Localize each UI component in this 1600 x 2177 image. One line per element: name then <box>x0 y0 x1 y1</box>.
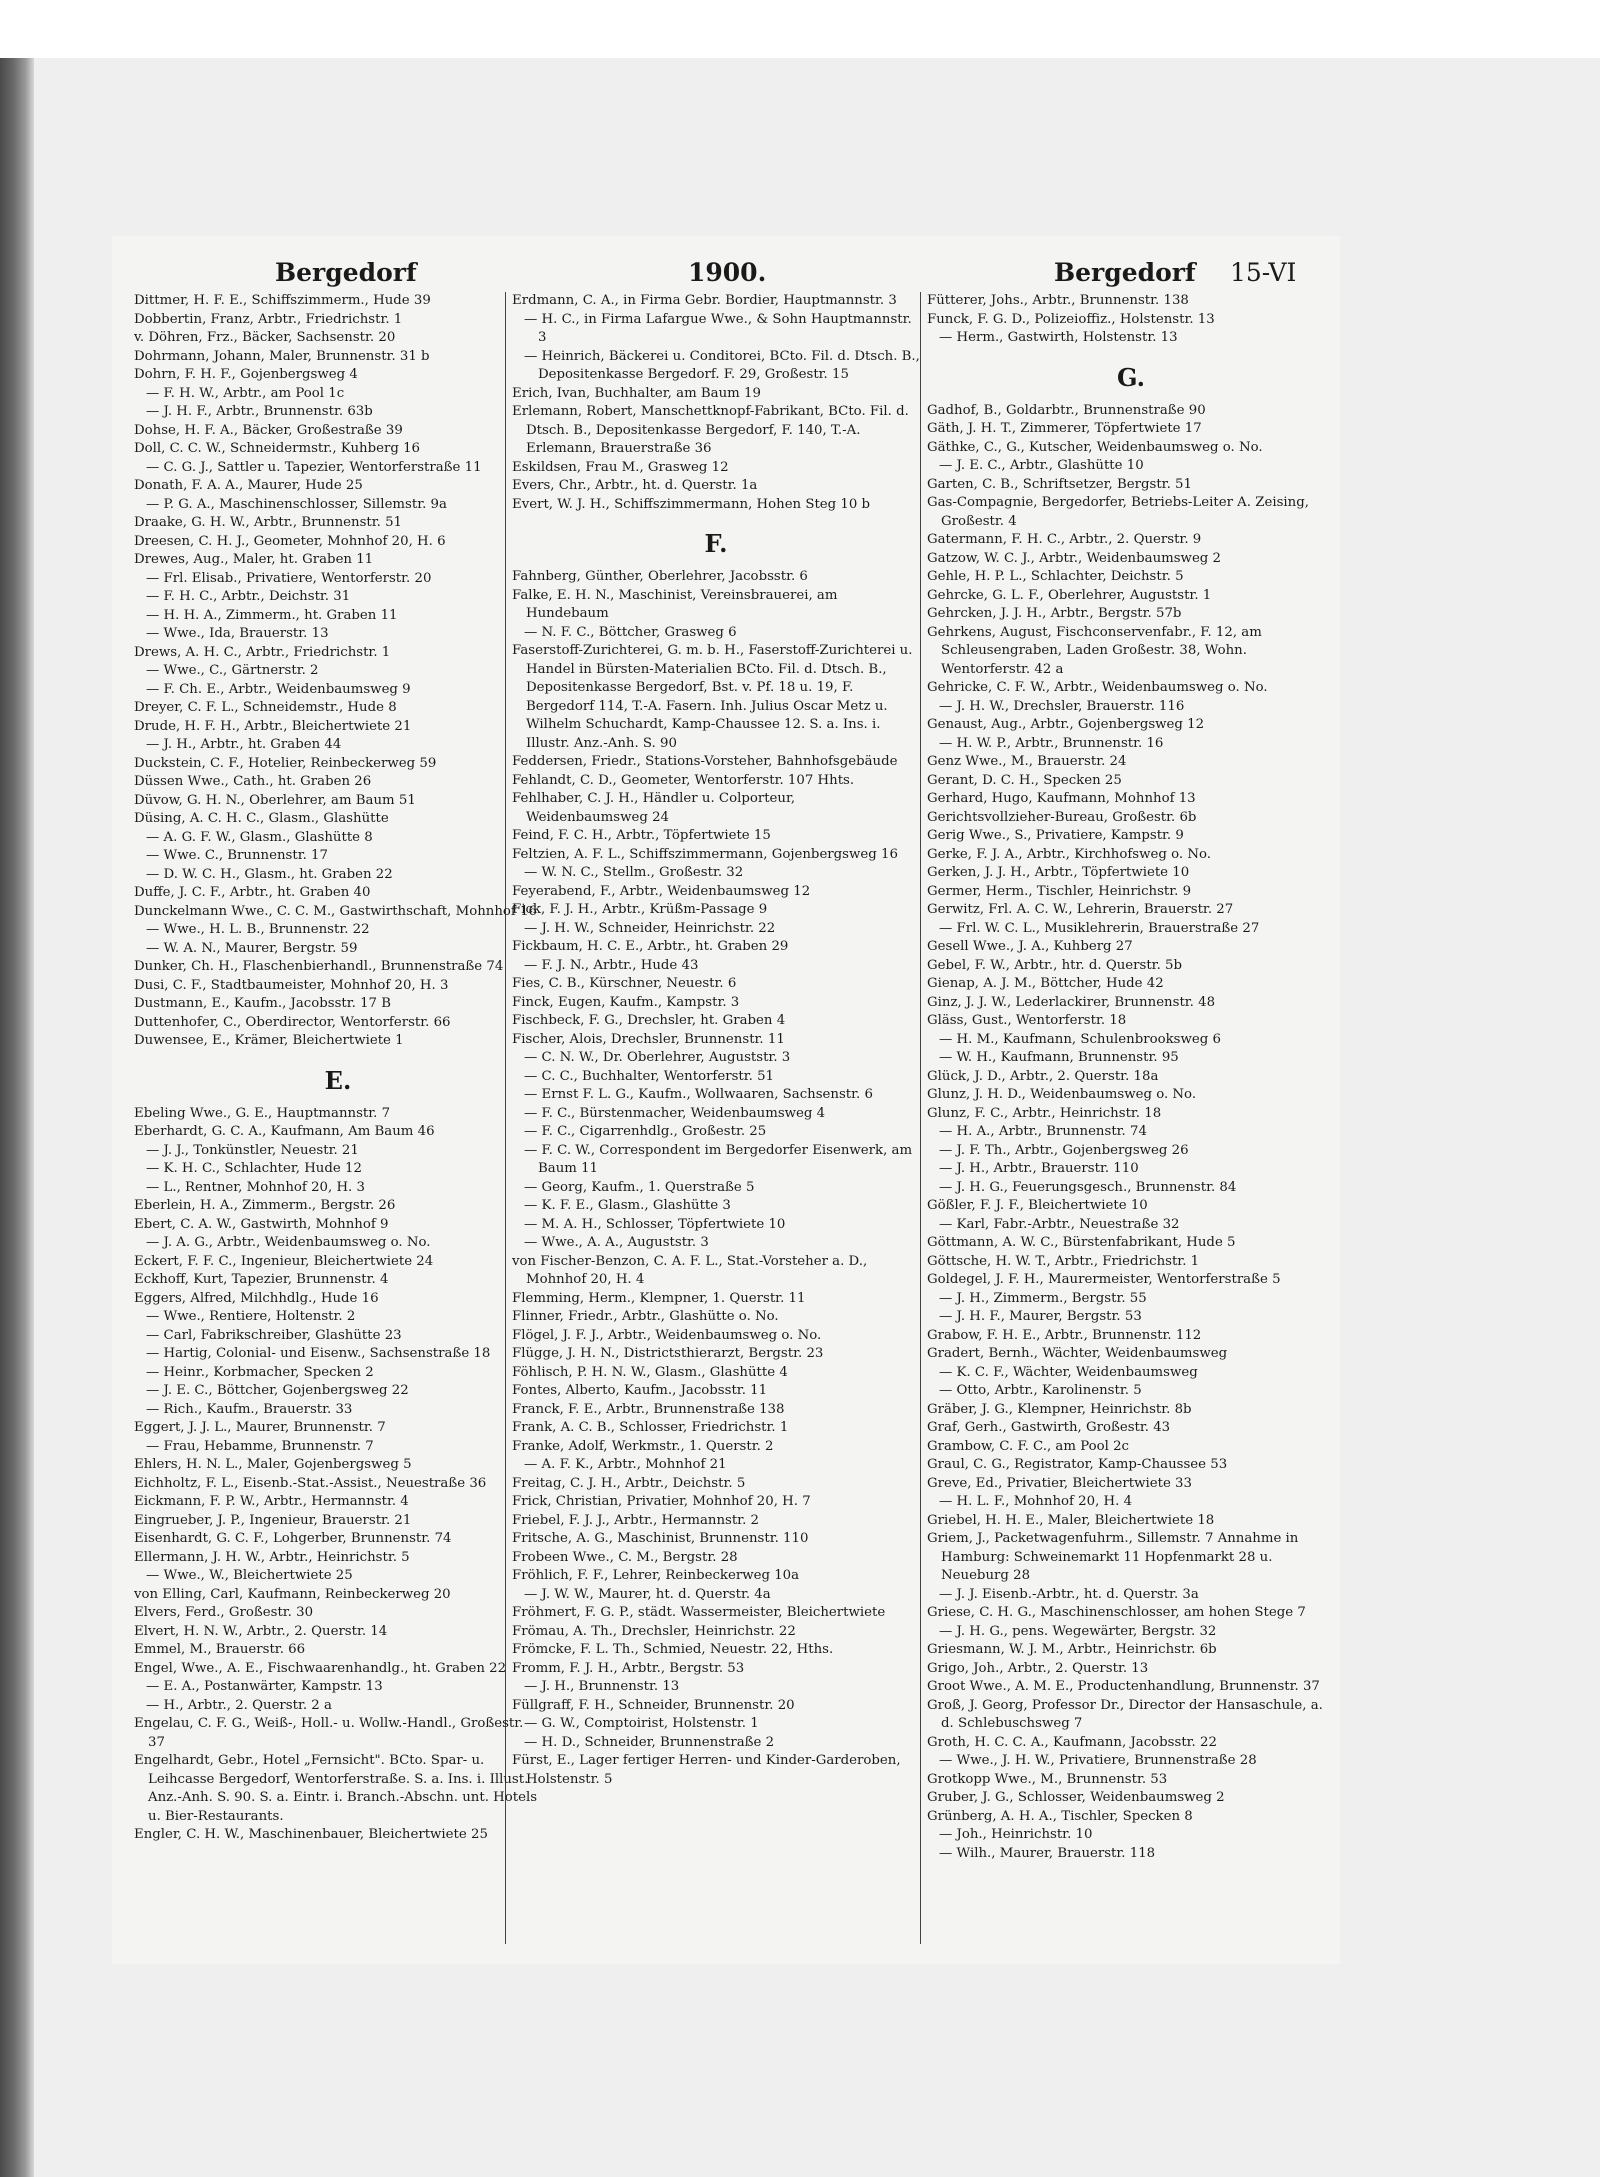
directory-entry: — J. H., Brunnenstr. 13 <box>524 1679 680 1694</box>
directory-entry: — Wwe., Rentiere, Holtenstr. 2 <box>146 1309 356 1324</box>
directory-entry: — Wwe., H. L. B., Brunnenstr. 22 <box>146 922 370 937</box>
directory-entry: Engler, C. H. W., Maschinenbauer, Bleichertwiete 25 <box>134 1827 488 1842</box>
directory-entry: — J. J. Eisenb.-Arbtr., ht. d. Querstr. 3a <box>939 1586 1199 1602</box>
directory-entry: — Heinr., Korbmacher, Specken 2 <box>146 1364 374 1380</box>
directory-entry: — D. W. C. H., Glasm., ht. Graben 22 <box>146 866 393 882</box>
directory-entry: v. Döhren, Frz., Bäcker, Sachsenstr. 20 <box>134 330 396 345</box>
directory-entry: — J. A. G., Arbtr., Weidenbaumsweg o. No. <box>146 1235 431 1250</box>
directory-entry: Fickbaum, H. C. E., Arbtr., ht. Graben 29 <box>512 939 789 954</box>
directory-entry: Ebert, C. A. W., Gastwirth, Mohnhof 9 <box>134 1216 389 1232</box>
directory-entry: — F. H. W., Arbtr., am Pool 1c <box>146 385 345 401</box>
directory-entry: — M. A. H., Schlosser, Töpfertwiete 10 <box>524 1216 786 1232</box>
directory-entry: — W. H., Kaufmann, Brunnenstr. 95 <box>939 1050 1179 1065</box>
directory-entry: Gesell Wwe., J. A., Kuhberg 27 <box>927 939 1133 954</box>
directory-entry: Frömau, A. Th., Drechsler, Heinrichstr. 22 <box>512 1623 796 1639</box>
directory-entry: Dobbertin, Franz, Arbtr., Friedrichstr. 1 <box>134 311 403 327</box>
directory-entry: Griese, C. H. G., Maschinenschlosser, am hohen Stege 7 <box>927 1605 1306 1620</box>
directory-entry: — Wwe., A. A., Auguststr. 3 <box>524 1235 709 1250</box>
directory-entry: — J. H., Arbtr., ht. Graben 44 <box>146 737 342 752</box>
directory-entry: Fontes, Alberto, Kaufm., Jacobsstr. 11 <box>512 1383 768 1398</box>
directory-entry: Funck, F. G. D., Polizeioffiz., Holstenstr. 13 <box>927 311 1215 327</box>
directory-entry: — Wwe. C., Brunnenstr. 17 <box>146 848 328 863</box>
directory-entry: — H. L. F., Mohnhof 20, H. 4 <box>939 1494 1133 1509</box>
directory-entry: Fehlhaber, C. J. H., Händler u. Colporteur, Weidenbaumsweg 24 <box>512 791 796 825</box>
directory-entry: Duffe, J. C. F., Arbtr., ht. Graben 40 <box>134 885 371 900</box>
directory-entry: Duckstein, C. F., Hotelier, Reinbeckerweg 59 <box>134 755 437 771</box>
directory-entry: Gerichtsvollzieher-Bureau, Großestr. 6b <box>927 809 1197 825</box>
directory-entry: Fehlandt, C. D., Geometer, Wentorferstr. 107 Hhts. <box>512 772 855 788</box>
directory-entry: Dunker, Ch. H., Flaschenbierhandl., Brunnenstraße 74 <box>134 959 504 974</box>
directory-entry: Gehricke, C. F. W., Arbtr., Weidenbaumsweg o. No. <box>927 680 1268 695</box>
directory-entry: — H. M., Kaufmann, Schulenbrooksweg 6 <box>939 1031 1221 1047</box>
directory-entry: — Frau, Hebamme, Brunnenstr. 7 <box>146 1438 374 1454</box>
section-letter-heading: E. <box>324 1065 352 1095</box>
directory-entry: Groth, H. C. C. A., Kaufmann, Jacobsstr. 22 <box>927 1734 1217 1750</box>
directory-entry: — Wwe., Ida, Brauerstr. 13 <box>146 626 329 641</box>
directory-entry: Fritsche, A. G., Maschinist, Brunnenstr. 110 <box>512 1531 809 1546</box>
directory-entry: Dreesen, C. H. J., Geometer, Mohnhof 20, H. 6 <box>134 533 446 549</box>
directory-entry: Göttsche, H. W. T., Arbtr., Friedrichstr. 1 <box>927 1253 1200 1269</box>
directory-entry: — H. H. A., Zimmerm., ht. Graben 11 <box>146 607 398 623</box>
directory-entry: — Ernst F. L. G., Kaufm., Wollwaaren, Sachsenstr. 6 <box>524 1087 873 1102</box>
directory-entry: — W. N. C., Stellm., Großestr. 32 <box>524 865 744 880</box>
directory-entry: Genz Wwe., M., Brauerstr. 24 <box>927 754 1127 769</box>
directory-entry: — N. F. C., Böttcher, Grasweg 6 <box>524 624 737 640</box>
directory-entry: Griebel, H. H. E., Maler, Bleichertwiete 18 <box>927 1512 1215 1528</box>
directory-entry: Griesmann, W. J. M., Arbtr., Heinrichstr. 6b <box>927 1642 1217 1657</box>
directory-entry: Freitag, C. J. H., Arbtr., Deichstr. 5 <box>512 1475 746 1491</box>
directory-entry: — Otto, Arbtr., Karolinenstr. 5 <box>939 1383 1142 1398</box>
directory-entry: Ehlers, H. N. L., Maler, Gojenbergsweg 5 <box>134 1457 412 1472</box>
directory-entry: Donath, F. A. A., Maurer, Hude 25 <box>134 478 363 493</box>
directory-entry: Fütterer, Johs., Arbtr., Brunnenstr. 138 <box>927 293 1189 308</box>
directory-entry: Graf, Gerh., Gastwirth, Großestr. 43 <box>927 1420 1171 1435</box>
directory-entry: — K. H. C., Schlachter, Hude 12 <box>146 1161 362 1176</box>
directory-entry: Flügge, J. H. N., Districtsthierarzt, Bergstr. 23 <box>512 1346 824 1361</box>
directory-entry: — Georg, Kaufm., 1. Querstraße 5 <box>524 1179 755 1195</box>
directory-entry: Düssen Wwe., Cath., ht. Graben 26 <box>134 774 372 789</box>
directory-entry: — H. W. P., Arbtr., Brunnenstr. 16 <box>939 735 1164 751</box>
directory-entry: Erlemann, Robert, Manschettknopf-Fabrikant, BCto. Fil. d. Dtsch. B., Depositenkasse Bergedorf, F. 140, T.-A. Erlemann, Brauerstraße 36 <box>512 404 909 456</box>
directory-entry: Glück, J. D., Arbtr., 2. Querstr. 18a <box>927 1068 1159 1084</box>
directory-entry: Grambow, C. F. C., am Pool 2c <box>927 1438 1129 1454</box>
directory-entry: Greve, Ed., Privatier, Bleichertwiete 33 <box>927 1475 1192 1491</box>
directory-entry: Göttmann, A. W. C., Bürstenfabrikant, Hude 5 <box>927 1235 1236 1250</box>
directory-entry: Eisenhardt, G. C. F., Lohgerber, Brunnenstr. 74 <box>134 1531 452 1546</box>
directory-entry: Fischbeck, F. G., Drechsler, ht. Graben 4 <box>512 1013 786 1028</box>
directory-entry: Draake, G. H. W., Arbtr., Brunnenstr. 51 <box>134 515 403 530</box>
directory-entry: Duwensee, E., Krämer, Bleichertwiete 1 <box>134 1033 404 1048</box>
column-divider <box>920 292 921 1944</box>
directory-entry: Gatermann, F. H. C., Arbtr., 2. Querstr. 9 <box>927 532 1202 547</box>
directory-entry: Flemming, Herm., Klempner, 1. Querstr. 11 <box>512 1290 806 1306</box>
directory-entry: Engel, Wwe., A. E., Fischwaarenhandlg., ht. Graben 22 <box>134 1660 507 1676</box>
directory-entry: Gerig Wwe., S., Privatiere, Kampstr. 9 <box>927 828 1184 843</box>
directory-entry: — G. W., Comptoirist, Holstenstr. 1 <box>524 1716 759 1731</box>
directory-entry: Gehrcke, G. L. F., Oberlehrer, Auguststr. 1 <box>927 587 1212 603</box>
directory-entry: Gläss, Gust., Wentorferstr. 18 <box>927 1013 1127 1028</box>
directory-entry: Eberhardt, G. C. A., Kaufmann, Am Baum 46 <box>134 1124 435 1139</box>
directory-entry: — Wwe., W., Bleichertwiete 25 <box>146 1568 353 1583</box>
directory-entry: Gebel, F. W., Arbtr., htr. d. Querstr. 5b <box>927 957 1182 973</box>
directory-entry: — Wwe., J. H. W., Privatiere, Brunnenstraße 28 <box>939 1753 1257 1768</box>
directory-column-3 <box>927 292 1335 1863</box>
directory-entry: Grünberg, A. H. A., Tischler, Specken 8 <box>927 1808 1193 1824</box>
page-number: 15-VI <box>1230 258 1297 287</box>
directory-entry: Dusi, C. F., Stadtbaumeister, Mohnhof 20, H. 3 <box>134 977 449 993</box>
directory-entry: Fischer, Alois, Drechsler, Brunnenstr. 11 <box>512 1031 785 1047</box>
directory-entry: Dohrn, F. H. F., Gojenbergsweg 4 <box>134 367 358 382</box>
directory-entry: Gehrkens, August, Fischconservenfabr., F. 12, am Schleusengraben, Laden Großestr. 38, Wohn. Wentorferstr. 42 a <box>927 624 1262 677</box>
directory-entry: Düsing, A. C. H. C., Glasm., Glashütte <box>134 811 389 826</box>
directory-entry: Gerken, J. J. H., Arbtr., Töpfertwiete 10 <box>927 865 1190 880</box>
directory-column-1 <box>134 292 542 1845</box>
directory-entry: — F. C., Bürstenmacher, Weidenbaumsweg 4 <box>524 1105 826 1121</box>
directory-entry: Fies, C. B., Kürschner, Neuestr. 6 <box>512 976 737 991</box>
directory-entry: — J. H. F., Arbtr., Brunnenstr. 63b <box>146 404 373 419</box>
directory-entry: — Rich., Kaufm., Brauerstr. 33 <box>146 1401 353 1417</box>
directory-entry: Erich, Ivan, Buchhalter, am Baum 19 <box>512 385 761 401</box>
directory-entry: — H. D., Schneider, Brunnenstraße 2 <box>524 1734 775 1750</box>
directory-entry: Gienap, A. J. M., Böttcher, Hude 42 <box>927 976 1164 991</box>
directory-entry: Gäth, J. H. T., Zimmerer, Töpfertwiete 17 <box>927 421 1202 436</box>
directory-entry: — L., Rentner, Mohnhof 20, H. 3 <box>146 1179 365 1195</box>
section-letter-heading: F. <box>704 529 728 558</box>
directory-entry: Dunckelmann Wwe., C. C. M., Gastwirthschaft, Mohnhof 16 <box>134 903 537 919</box>
directory-entry: Germer, Herm., Tischler, Heinrichstr. 9 <box>927 883 1192 899</box>
directory-entry: — H., Arbtr., 2. Querstr. 2 a <box>146 1697 332 1713</box>
directory-entry: Dohse, H. F. A., Bäcker, Großestraße 39 <box>134 422 403 438</box>
directory-entry: Frobeen Wwe., C. M., Bergstr. 28 <box>512 1549 738 1565</box>
directory-entry: — Hartig, Colonial- und Eisenw., Sachsenstraße 18 <box>146 1346 491 1361</box>
directory-entry: — Karl, Fabr.-Arbtr., Neuestraße 32 <box>939 1216 1180 1232</box>
directory-entry: — H. A., Arbtr., Brunnenstr. 74 <box>939 1124 1147 1139</box>
directory-entry: — F. J. N., Arbtr., Hude 43 <box>524 957 699 973</box>
directory-entry: — J. H. W., Drechsler, Brauerstr. 116 <box>939 698 1185 714</box>
directory-entry: — F. C., Cigarrenhdlg., Großestr. 25 <box>524 1124 767 1139</box>
directory-entry: Gräber, J. G., Klempner, Heinrichstr. 8b <box>927 1401 1192 1417</box>
directory-entry: Glunz, J. H. D., Weidenbaumsweg o. No. <box>927 1087 1197 1102</box>
directory-entry: Feind, F. C. H., Arbtr., Töpfertwiete 15 <box>512 828 771 843</box>
directory-entry: Duttenhofer, C., Oberdirector, Wentorferstr. 66 <box>134 1014 451 1030</box>
directory-entry: Gradert, Bernh., Wächter, Weidenbaumsweg <box>927 1346 1228 1361</box>
directory-entry: — J. F. Th., Arbtr., Gojenbergsweg 26 <box>939 1142 1189 1158</box>
directory-entry: — Herm., Gastwirth, Holstenstr. 13 <box>939 330 1178 345</box>
directory-entry: Glunz, F. C., Arbtr., Heinrichstr. 18 <box>927 1105 1162 1121</box>
directory-entry: Elvert, H. N. W., Arbtr., 2. Querstr. 14 <box>134 1623 388 1639</box>
directory-entry: — W. A. N., Maurer, Bergstr. 59 <box>146 940 358 956</box>
directory-entry: Franke, Adolf, Werkmstr., 1. Querstr. 2 <box>512 1438 774 1454</box>
directory-entry: Gadhof, B., Goldarbtr., Brunnenstraße 90 <box>927 402 1206 418</box>
directory-entry: Flögel, J. F. J., Arbtr., Weidenbaumsweg o. No. <box>512 1327 822 1343</box>
directory-entry: Fromm, F. J. H., Arbtr., Bergstr. 53 <box>512 1660 745 1676</box>
directory-entry: — Frl. W. C. L., Musiklehrerin, Brauerstraße 27 <box>939 920 1260 936</box>
directory-entry: Eggert, J. J. L., Maurer, Brunnenstr. 7 <box>134 1420 386 1435</box>
directory-entry: Gößler, F. J. F., Bleichertwiete 10 <box>927 1198 1148 1213</box>
directory-entry: Eickmann, F. P. W., Arbtr., Hermannstr. 4 <box>134 1494 409 1509</box>
directory-entry: Grabow, F. H. E., Arbtr., Brunnenstr. 112 <box>927 1327 1202 1343</box>
directory-entry: Fick, F. J. H., Arbtr., Krüßm-Passage 9 <box>512 902 768 917</box>
directory-entry: — J. J., Tonkünstler, Neuestr. 21 <box>146 1142 359 1158</box>
directory-entry: Drewes, Aug., Maler, ht. Graben 11 <box>134 552 374 567</box>
directory-entry: Gerant, D. C. H., Specken 25 <box>927 772 1122 788</box>
directory-entry: — Wilh., Maurer, Brauerstr. 118 <box>939 1845 1156 1861</box>
directory-entry: — J. H. G., Feuerungsgesch., Brunnenstr. 84 <box>939 1179 1237 1195</box>
directory-entry: Feltzien, A. F. L., Schiffszimmermann, Gojenbergsweg 16 <box>512 846 898 862</box>
directory-column-2 <box>512 292 920 1789</box>
directory-entry: Feddersen, Friedr., Stations-Vorsteher, Bahnhofsgebäude <box>512 754 898 769</box>
directory-entry: Garten, C. B., Schriftsetzer, Bergstr. 51 <box>927 476 1192 492</box>
directory-entry: Eingrueber, J. P., Ingenieur, Brauerstr. 21 <box>134 1512 412 1528</box>
directory-entry: — H. C., in Firma Lafargue Wwe., & Sohn Hauptmannstr. 3 <box>524 311 912 345</box>
directory-entry: Gerwitz, Frl. A. C. W., Lehrerin, Brauerstr. 27 <box>927 902 1234 917</box>
book-spine-shadow <box>0 58 34 2177</box>
directory-entry: Fröhlich, F. F., Lehrer, Reinbeckerweg 10a <box>512 1568 800 1583</box>
directory-entry: Graul, C. G., Registrator, Kamp-Chaussee 53 <box>927 1457 1228 1472</box>
directory-entry: Gruber, J. G., Schlosser, Weidenbaumsweg 2 <box>927 1790 1225 1805</box>
directory-entry: — F. C. W., Correspondent im Bergedorfer Eisenwerk, am Baum 11 <box>524 1142 913 1176</box>
directory-entry: — J. E. C., Böttcher, Gojenbergsweg 22 <box>146 1383 409 1398</box>
section-letter-heading: G. <box>1117 362 1145 392</box>
directory-entry: Füllgraff, F. H., Schneider, Brunnenstr. 20 <box>512 1697 795 1713</box>
directory-entry: Gehle, H. P. L., Schlachter, Deichstr. 5 <box>927 569 1184 584</box>
directory-entry: Evert, W. J. H., Schiffszimmermann, Hohen Steg 10 b <box>512 496 871 512</box>
directory-entry: Faserstoff-Zurichterei, G. m. b. H., Faserstoff-Zurichterei u. Handel in Bürsten-Materialien BCto. Fil. d. Dtsch. B., Depositenkasse Bergedorf, Bst. v. Pf. 18 u. 19, F. Bergedorf 114, T.-A. Fasern. Inh. Julius Oscar Metz u. Wilhelm Schuchardt, Kamp-Chaussee 12. S. a. Ins. i. Illustr. Anz.-Anh. S. 90 <box>512 643 913 751</box>
directory-entry: Eskildsen, Frau M., Grasweg 12 <box>512 459 729 475</box>
directory-entry: Friebel, F. J. J., Arbtr., Hermannstr. 2 <box>512 1512 759 1528</box>
directory-entry: Gerke, F. J. A., Arbtr., Kirchhofsweg o. No. <box>927 846 1211 862</box>
directory-entry: Franck, F. E., Arbtr., Brunnenstraße 138 <box>512 1401 785 1417</box>
directory-entry: — K. F. E., Glasm., Glashütte 3 <box>524 1198 731 1213</box>
directory-entry: Frömcke, F. L. Th., Schmied, Neuestr. 22, Hths. <box>512 1642 834 1657</box>
running-header-right: Bergedorf <box>1054 258 1196 287</box>
directory-entry: Drude, H. F. H., Arbtr., Bleichertwiete 21 <box>134 718 412 734</box>
directory-entry: Gerhard, Hugo, Kaufmann, Mohnhof 13 <box>927 791 1196 806</box>
directory-entry: Groot Wwe., A. M. E., Productenhandlung, Brunnenstr. 37 <box>927 1679 1320 1694</box>
directory-entry: Engelhardt, Gebr., Hotel „Fernsicht". BCto. Spar- u. Leihcasse Bergedorf, Wentorferstraße. S. a. Ins. i. Illust. Anz.-Anh. S. 90. S. a. Eintr. i. Branch.-Abschn. unt. Hotels u. Bier-Restaurants. <box>134 1753 538 1824</box>
directory-entry: Dreyer, C. F. L., Schneidemstr., Hude 8 <box>134 700 397 715</box>
directory-entry: — E. A., Postanwärter, Kampstr. 13 <box>146 1679 383 1694</box>
directory-entry: von Elling, Carl, Kaufmann, Reinbeckerweg 20 <box>134 1586 451 1602</box>
directory-entry: Eggers, Alfred, Milchhdlg., Hude 16 <box>134 1290 379 1306</box>
directory-entry: — J. W. W., Maurer, ht. d. Querstr. 4a <box>524 1586 771 1602</box>
directory-entry: Elvers, Ferd., Großestr. 30 <box>134 1605 314 1620</box>
directory-entry: Ellermann, J. H. W., Arbtr., Heinrichstr. 5 <box>134 1549 410 1565</box>
directory-entry: Dittmer, H. F. E., Schiffszimmerm., Hude 39 <box>134 293 431 308</box>
directory-entry: Goldegel, J. F. H., Maurermeister, Wentorferstraße 5 <box>927 1272 1281 1287</box>
directory-entry: Drews, A. H. C., Arbtr., Friedrichstr. 1 <box>134 644 391 660</box>
directory-entry: Ebeling Wwe., G. E., Hauptmannstr. 7 <box>134 1105 391 1121</box>
directory-entry: Ginz, J. J. W., Lederlackirer, Brunnenstr. 48 <box>927 994 1216 1010</box>
directory-entry: Fahnberg, Günther, Oberlehrer, Jacobsstr. 6 <box>512 569 808 584</box>
directory-entry: Düvow, G. H. N., Oberlehrer, am Baum 51 <box>134 792 416 808</box>
directory-entry: Engelau, C. F. G., Weiß-, Holl.- u. Wollw.-Handl., Großestr. 37 <box>134 1716 524 1750</box>
directory-entry: Föhlisch, P. H. N. W., Glasm., Glashütte 4 <box>512 1364 788 1380</box>
directory-entry: Fürst, E., Lager fertiger Herren- und Kinder-Garderoben, Holstenstr. 5 <box>512 1753 901 1787</box>
directory-entry: — J. H. G., pens. Wegewärter, Bergstr. 32 <box>939 1623 1217 1639</box>
directory-entry: Grigo, Joh., Arbtr., 2. Querstr. 13 <box>927 1660 1149 1676</box>
directory-entry: — F. H. C., Arbtr., Deichstr. 31 <box>146 589 351 604</box>
running-header-year: 1900. <box>688 258 767 287</box>
directory-entry: — C. G. J., Sattler u. Tapezier, Wentorferstraße 11 <box>146 459 482 475</box>
directory-entry: von Fischer-Benzon, C. A. F. L., Stat.-Vorsteher a. D., Mohnhof 20, H. 4 <box>512 1253 868 1287</box>
directory-entry: Falke, E. H. N., Maschinist, Vereinsbrauerei, am Hundebaum <box>512 587 838 621</box>
directory-entry: Gas-Compagnie, Bergedorfer, Betriebs-Leiter A. Zeising, Großestr. 4 <box>927 495 1309 529</box>
directory-entry: — F. Ch. E., Arbtr., Weidenbaumsweg 9 <box>146 681 411 697</box>
directory-entry: Dohrmann, Johann, Maler, Brunnenstr. 31 b <box>134 348 430 364</box>
directory-entry: Frank, A. C. B., Schlosser, Friedrichstr. 1 <box>512 1420 789 1435</box>
directory-entry: Doll, C. C. W., Schneidermstr., Kuhberg 16 <box>134 441 421 456</box>
directory-entry: — Frl. Elisab., Privatiere, Wentorferstr. 20 <box>146 570 432 586</box>
directory-entry: — Carl, Fabrikschreiber, Glashütte 23 <box>146 1327 402 1343</box>
directory-entry: Eckert, F. F. C., Ingenieur, Bleichertwiete 24 <box>134 1253 434 1269</box>
directory-entry: — Joh., Heinrichstr. 10 <box>939 1827 1093 1842</box>
directory-entry: Gehrcken, J. J. H., Arbtr., Bergstr. 57b <box>927 606 1182 621</box>
directory-entry: Feyerabend, F., Arbtr., Weidenbaumsweg 12 <box>512 883 811 899</box>
directory-entry: Grotkopp Wwe., M., Brunnenstr. 53 <box>927 1771 1168 1787</box>
directory-entry: — Heinrich, Bäckerei u. Conditorei, BCto. Fil. d. Dtsch. B., Depositenkasse Bergedorf. F. 29, Großestr. 15 <box>524 348 920 382</box>
directory-entry: Eberlein, H. A., Zimmerm., Bergstr. 26 <box>134 1198 396 1213</box>
directory-entry: — C. N. W., Dr. Oberlehrer, Auguststr. 3 <box>524 1050 791 1065</box>
directory-entry: — Wwe., C., Gärtnerstr. 2 <box>146 663 319 678</box>
directory-entry: Dustmann, E., Kaufm., Jacobsstr. 17 B <box>134 996 392 1011</box>
directory-entry: — J. H. F., Maurer, Bergstr. 53 <box>939 1309 1142 1324</box>
directory-entry: Gatzow, W. C. J., Arbtr., Weidenbaumsweg 2 <box>927 550 1222 566</box>
directory-entry: — J. H., Zimmerm., Bergstr. 55 <box>939 1290 1147 1306</box>
directory-entry: — J. H., Arbtr., Brauerstr. 110 <box>939 1161 1139 1176</box>
directory-entry: Finck, Eugen, Kaufm., Kampstr. 3 <box>512 994 740 1010</box>
directory-entry: — J. H. W., Schneider, Heinrichstr. 22 <box>524 920 776 936</box>
directory-entry: Gäthke, C., G., Kutscher, Weidenbaumsweg o. No. <box>927 439 1263 455</box>
directory-entry: Eichholtz, F. L., Eisenb.-Stat.-Assist., Neuestraße 36 <box>134 1475 487 1491</box>
directory-entry: Erdmann, C. A., in Firma Gebr. Bordier, Hauptmannstr. 3 <box>512 293 897 308</box>
directory-entry: — P. G. A., Maschinenschlosser, Sillemstr. 9a <box>146 496 447 512</box>
directory-entry: Eckhoff, Kurt, Tapezier, Brunnenstr. 4 <box>134 1272 389 1287</box>
directory-entry: Fröhmert, F. G. P., städt. Wassermeister, Bleichertwiete <box>512 1605 886 1620</box>
directory-entry: — K. C. F., Wächter, Weidenbaumsweg <box>939 1364 1198 1380</box>
directory-entry: Frick, Christian, Privatier, Mohnhof 20, H. 7 <box>512 1494 811 1509</box>
directory-entry: — C. C., Buchhalter, Wentorferstr. 51 <box>524 1068 775 1084</box>
directory-entry: Groß, J. Georg, Professor Dr., Director der Hansaschule, a. d. Schlebuschsweg 7 <box>927 1697 1323 1731</box>
directory-entry: Evers, Chr., Arbtr., ht. d. Querstr. 1a <box>512 478 758 493</box>
directory-entry: Genaust, Aug., Arbtr., Gojenbergsweg 12 <box>927 717 1205 732</box>
directory-entry: — A. F. K., Arbtr., Mohnhof 21 <box>524 1457 727 1472</box>
directory-entry: Flinner, Friedr., Arbtr., Glashütte o. No. <box>512 1309 779 1324</box>
directory-entry: Emmel, M., Brauerstr. 66 <box>134 1642 306 1657</box>
directory-entry: — J. E. C., Arbtr., Glashütte 10 <box>939 458 1144 473</box>
directory-entry: — A. G. F. W., Glasm., Glashütte 8 <box>146 829 373 845</box>
running-header-left: Bergedorf <box>275 258 417 287</box>
directory-entry: Griem, J., Packetwagenfuhrm., Sillemstr. 7 Annahme in Hamburg: Schweinemarkt 11 Hopfenmarkt 28 u. Neueburg 28 <box>927 1531 1299 1583</box>
